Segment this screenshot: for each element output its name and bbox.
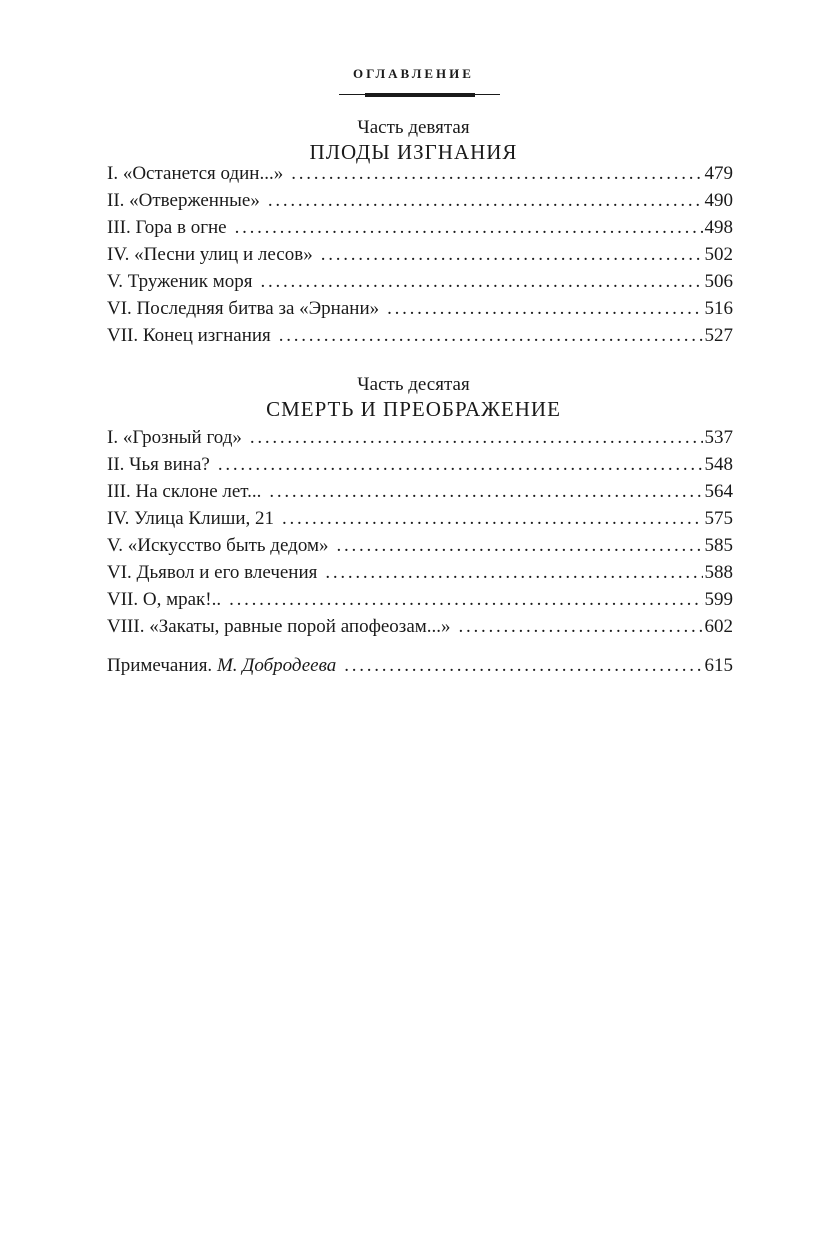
toc-entry-title: I. «Грозный год» (107, 427, 242, 448)
toc-entry-page: 564 (704, 481, 733, 502)
toc-entry-title: II. Чья вина? (107, 454, 210, 475)
toc-entry-page: 588 (704, 562, 733, 583)
notes-title: Примечания. (107, 655, 213, 676)
toc-entry[interactable] (107, 244, 733, 271)
toc-entry[interactable] (107, 298, 733, 325)
toc-entry-title: IV. Улица Клиши, 21 (107, 508, 275, 529)
toc-leader (325, 562, 702, 584)
toc-entry-title: VIII. «Закаты, равные порой апофеозам...» (107, 616, 451, 637)
toc-entry[interactable] (107, 562, 733, 589)
toc-leader (344, 655, 702, 677)
toc-entry-page: 615 (704, 655, 733, 676)
part-ten-title: СМЕРТЬ И ПРЕОБРАЖЕНИЕ (266, 397, 561, 421)
toc-leader (336, 535, 702, 557)
toc-leader (269, 481, 702, 503)
toc-entry-title: VII. О, мрак!.. (107, 589, 222, 610)
toc-entry[interactable] (107, 481, 733, 508)
toc-entry[interactable] (107, 589, 733, 616)
toc-entry-page: 506 (704, 271, 733, 292)
toc-entry-page: 575 (704, 508, 733, 529)
toc-leader (261, 271, 703, 293)
toc-entry-title: II. «Отверженные» (107, 190, 260, 211)
toc-entry-page: 498 (704, 217, 733, 238)
toc-entry-page: 599 (704, 589, 733, 610)
running-head: ОГЛАВЛЕНИЕ (353, 66, 474, 81)
toc-entry-page: 602 (704, 616, 733, 637)
toc-leader (459, 616, 703, 638)
toc-leader (235, 217, 703, 239)
toc-entry-page: 548 (704, 454, 733, 475)
toc-leader (291, 163, 702, 185)
toc-entry[interactable] (107, 535, 733, 562)
toc-entry-page: 585 (704, 535, 733, 556)
toc-entry-title: V. Труженик моря (107, 271, 253, 292)
toc-entry[interactable] (107, 163, 733, 190)
toc-entry[interactable] (107, 190, 733, 217)
toc-leader (218, 454, 703, 476)
toc-entry-title: VI. Дьявол и его влечения (107, 562, 318, 583)
toc-entry-page: 479 (704, 163, 733, 184)
toc-notes (107, 655, 733, 682)
toc-entry-page: 490 (704, 190, 733, 211)
head-rule-ornament (365, 93, 475, 97)
toc-entry-title: VI. Последняя битва за «Эрнани» (107, 298, 380, 319)
toc-entry-page: 516 (704, 298, 733, 319)
toc-leader (387, 298, 702, 320)
part-nine-title: ПЛОДЫ ИЗГНАНИЯ (309, 140, 518, 164)
toc-leader (321, 244, 703, 266)
toc-entry[interactable] (107, 508, 733, 535)
toc-entry-title: III. Гора в огне (107, 217, 227, 238)
toc-part-ten (107, 427, 733, 643)
toc-leader (282, 508, 702, 530)
toc-entry-title: I. «Останется один...» (107, 163, 284, 184)
toc-entry-title: III. На склоне лет... (107, 481, 262, 502)
toc-leader (279, 325, 703, 347)
toc-part-nine (107, 163, 733, 352)
toc-entry-page: 537 (704, 427, 733, 448)
toc-entry-title (107, 655, 336, 677)
toc-entry[interactable] (107, 454, 733, 481)
toc-entry-page: 502 (704, 244, 733, 265)
toc-leader (229, 589, 702, 611)
toc-entry[interactable] (107, 427, 733, 454)
toc-leader (250, 427, 703, 449)
notes-author: М. Добродеева (216, 655, 337, 676)
toc-entry-notes[interactable] (107, 655, 733, 682)
toc-entry-title: V. «Искусство быть дедом» (107, 535, 329, 556)
part-nine-label: Часть девятая (357, 117, 470, 138)
toc-entry[interactable] (107, 217, 733, 244)
toc-entry[interactable] (107, 325, 733, 352)
toc-entry-page: 527 (704, 325, 733, 346)
toc-entry-title: VII. Конец изгнания (107, 325, 271, 346)
toc-entry[interactable] (107, 616, 733, 643)
toc-entry-title: IV. «Песни улиц и лесов» (107, 244, 313, 265)
toc-leader (268, 190, 703, 212)
toc-entry[interactable] (107, 271, 733, 298)
part-ten-label: Часть десятая (357, 374, 470, 395)
